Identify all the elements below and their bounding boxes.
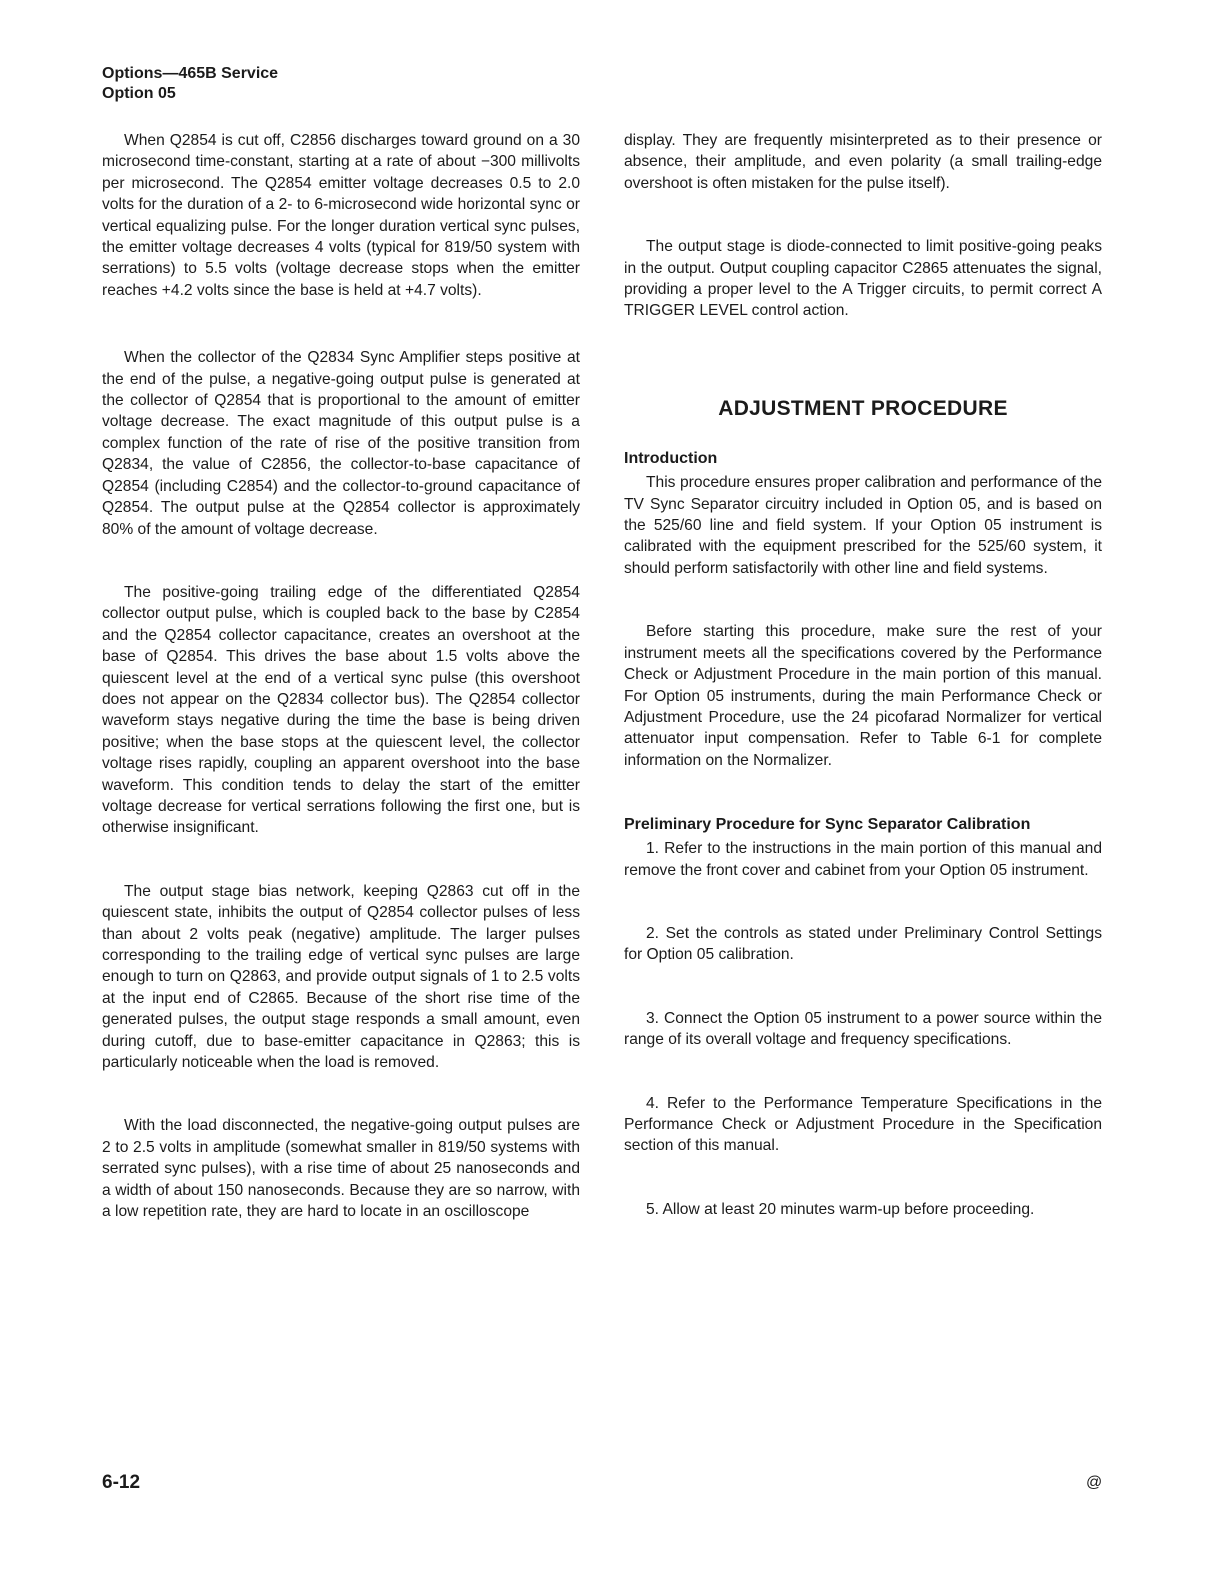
paragraph-before-starting: Before starting this procedure, make sure the rest of your instrument meets all the specifications covered by the Performance Check or Adjustment Procedure in the main portion of this manual. For Option 05 instruments, during the main Performance Check or Adjustment Procedure, use the 24 picofarad Normalizer for vertical attenuator input compensation. Refer to Table 6-1 for complete information on the Normalizer. (624, 623, 1102, 769)
preliminary-heading: Preliminary Procedure for Sync Separator Calibration (624, 816, 1031, 834)
paragraph-q2854-cutoff: When Q2854 is cut off, C2856 discharges toward ground on a 30 microsecond time-constant, starting at a rate of about −300 millivolts per microsecond. The Q2854 emitter voltage decreases 0.5 to 2.0 volts for the duration of a 2- to 6-microsecond wide horizontal sync or vertical equalizing pulse. For the longer duration vertical sync pulses, the emitter voltage decreases 4 volts (typical for 819/50 system with serrations) to 5.5 volts (voltage decrease stops when the emitter reaches +4.2 volts since the base is held at +4.7 volts). (102, 132, 580, 299)
paragraph-trailing-edge: The positive-going trailing edge of the differentiated Q2854 collector output pulse, which is coupled back to the base by C2854 and the Q2854 collector capacitance, creates an overshoot at the base of Q2854. This drives the base about 1.5 volts above the quiescent level at the end of a vertical sync pulse (this overshoot does not appear on the Q2834 collector bus). The Q2854 collector waveform stays negative during the time the base is being driven positive; when the base stops at the quiescent level, the collector voltage rises rapidly, coupling an apparent overshoot into the base waveform. This condition tends to delay the start of the emitter voltage decrease for vertical serrations following the first one, but is otherwise insignificant. (102, 583, 580, 837)
page-number: 6-12 (102, 1472, 141, 1493)
step-item: 4. Refer to the Performance Temperature Specifications in the Performance Check or Adjustment Procedure in the Specification section of this manual. (624, 1094, 1102, 1155)
header-title: Options—465B Service (102, 65, 279, 82)
running-header (102, 64, 278, 104)
step-item: 2. Set the controls as stated under Preliminary Control Settings for Option 05 calibration. (624, 924, 1102, 964)
step-item: 5. Allow at least 20 minutes warm-up before proceeding. (646, 1200, 1035, 1218)
right-column (624, 130, 1102, 1220)
footer-mark: @ (1086, 1474, 1103, 1491)
left-column (102, 130, 580, 1222)
header-subtitle: Option 05 (102, 85, 176, 102)
section-title: ADJUSTMENT PROCEDURE (718, 396, 1008, 420)
paragraph-output-stage: The output stage is diode-connected to limit positive-going peaks in the output. Output coupling capacitor C2865 attenuates the signal, providing a proper level to the A Trigger circuits, to permit correct A TRIGGER LEVEL control action. (624, 238, 1102, 320)
paragraph-display-continued: display. They are frequently misinterpreted as to their presence or absence, their amplitude, and even polarity (a small trailing-edge overshoot is often mistaken for the pulse itself). (624, 132, 1102, 192)
step-item: 1. Refer to the instructions in the main portion of this manual and remove the front cover and cabinet from your Option 05 instrument. (624, 840, 1102, 879)
paragraph-collector-step: When the collector of the Q2834 Sync Amplifier steps positive at the end of the pulse, a negative-going output pulse is generated at the collector of Q2854 that is proportional to the amount of emitter voltage decrease. The exact magnitude of this output pulse is a complex function of the rate of rise of the positive transition from Q2834, the value of C2856, the collector-to-base capacitance of Q2854 (including C2854) and the collector-to-ground capacitance of Q2854. The output pulse at the Q2854 collector is approximately 80% of the amount of voltage decrease. (102, 349, 580, 538)
paragraph-output-bias: The output stage bias network, keeping Q2863 cut off in the quiescent state, inhibits the output of Q2854 collector pulses of less than about 2 volts peak (negative) amplitude. The larger pulses corresponding to the trailing edge of vertical sync pulses are large enough to turn on Q2863, and provide output signals of 1 to 2.5 volts at the input end of C2865. Because of the short rise time of the generated pulses, the output stage responds a small amount, even during cutoff, due to base-emitter capacitance in Q2863; this is particularly noticeable when the load is removed. (102, 882, 580, 1072)
paragraph-load-disconnected: With the load disconnected, the negative-going output pulses are 2 to 2.5 volts in amplitude (somewhat smaller in 819/50 systems with serrated sync pulses), with a rise time of about 25 nanoseconds and a width of about 150 nanoseconds. Because they are so narrow, with a low repetition rate, they are hard to locate in an oscilloscope (102, 1117, 580, 1221)
introduction-heading: Introduction (624, 450, 718, 468)
paragraph-intro: This procedure ensures proper calibration and performance of the TV Sync Separator circuitry included in Option 05, and is based on the 525/60 line and field system. If your Option 05 instrument is calibrated with the equipment prescribed for the 525/60 system, it should perform satisfactorily with other line and field systems. (624, 474, 1102, 577)
step-item: 3. Connect the Option 05 instrument to a power source within the range of its overall voltage and frequency specifications. (624, 1009, 1102, 1049)
